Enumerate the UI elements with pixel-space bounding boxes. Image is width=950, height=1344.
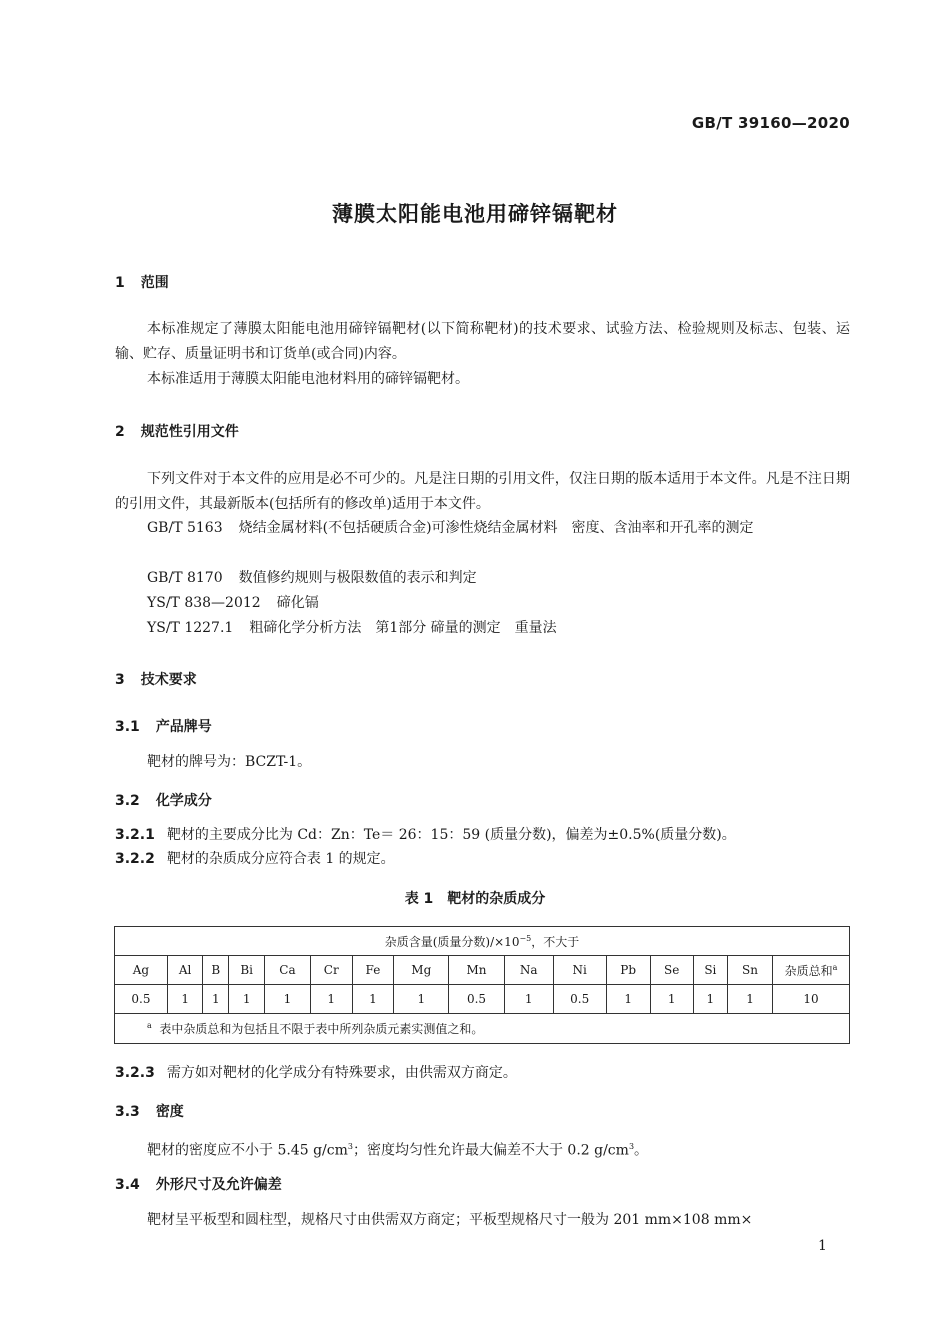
table-cell-total-label: 杂质总和$^a$ <box>773 956 850 985</box>
clause-text: 靶材的主要成分比为 Cd：Zn：Te＝ 26：15：59 (质量分数)，偏差为±0.5%(质量分数)。 <box>166 827 736 843</box>
table-cell: 1 <box>265 985 311 1014</box>
subsection-3-2-heading <box>115 790 212 810</box>
reference-code: YS/T 838—2012 <box>147 595 261 611</box>
section-2-heading <box>115 421 239 441</box>
table-element-row <box>115 956 850 985</box>
table-cell: 1 <box>606 985 650 1014</box>
reference-title: 数值修约规则与极限数值的表示和判定 <box>238 570 477 586</box>
standard-number: GB/T 39160—2020 <box>691 114 850 132</box>
reference-item <box>147 591 319 615</box>
section-1-heading <box>115 272 169 292</box>
subsection-3-4-heading <box>115 1174 282 1194</box>
table-cell: 1 <box>728 985 773 1014</box>
subsection-3-3-heading <box>115 1101 184 1121</box>
section-number: 1 <box>115 275 125 291</box>
clause-number: 3.2.3 <box>115 1065 155 1081</box>
subsection-title: 化学成分 <box>155 793 212 809</box>
subsection-title: 外形尺寸及允许偏差 <box>155 1177 282 1193</box>
subsection-number: 3.4 <box>115 1177 140 1193</box>
table-footnote: $^a$ 表中杂质总和为包括且不限于表中所列杂质元素实测值之和。 <box>115 1014 850 1044</box>
reference-item <box>147 566 477 590</box>
table-footnote-row <box>115 1014 850 1044</box>
subsection-3-1-heading <box>115 716 212 736</box>
section-3-heading <box>115 669 197 689</box>
table-cell: 1 <box>504 985 553 1014</box>
reference-code: YS/T 1227.1 <box>147 620 234 636</box>
table-cell: 1 <box>650 985 693 1014</box>
section-1-paragraph-1: 本标准规定了薄膜太阳能电池用碲锌镉靶材(以下简称靶材)的技术要求、试验方法、检验规则及标志、包装、运输、贮存、质量证明书和订货单(或合同)内容。 <box>115 321 850 362</box>
table-cell: Ca <box>265 956 311 985</box>
reference-code: GB/T 5163 <box>147 520 223 536</box>
clause-text: 靶材的杂质成分应符合表 1 的规定。 <box>166 851 395 867</box>
table-cell: 1 <box>167 985 203 1014</box>
clause-3-2-1 <box>115 823 850 847</box>
table-cell-total-value: 10 <box>773 985 850 1014</box>
table-cell: 0.5 <box>553 985 606 1014</box>
reference-item <box>115 516 850 541</box>
dimension-paragraph: 靶材呈平板型和圆柱型，规格尺寸由供需双方商定；平板型规格尺寸一般为 201 mm×108 mm× <box>147 1212 753 1228</box>
table-caption: 表 1 靶材的杂质成分 <box>404 891 546 907</box>
table-cell: Na <box>504 956 553 985</box>
table-cell: Al <box>167 956 203 985</box>
density-paragraph: 靶材的密度应不小于 5.45 $g/cm^3$；密度均匀性允许最大偏差不大于 0.2 $g/cm^3$。 <box>147 1142 649 1159</box>
clause-number: 3.2.1 <box>115 827 155 843</box>
clause-text: 需方如对靶材的化学成分有特殊要求，由供需双方商定。 <box>166 1065 517 1081</box>
reference-code: GB/T 8170 <box>147 570 223 586</box>
table-cell: 0.5 <box>449 985 504 1014</box>
table-cell: 1 <box>310 985 352 1014</box>
table-cell: 1 <box>693 985 727 1014</box>
subsection-number: 3.1 <box>115 719 140 735</box>
table-cell: 1 <box>203 985 229 1014</box>
table-cell: 0.5 <box>115 985 168 1014</box>
section-title: 范围 <box>140 275 169 291</box>
section-title: 技术要求 <box>140 672 197 688</box>
impurity-table <box>114 926 850 1044</box>
table-cell: Cr <box>310 956 352 985</box>
clause-3-2-3 <box>115 1061 850 1085</box>
table-cell: 1 <box>229 985 265 1014</box>
table-cell: 1 <box>394 985 449 1014</box>
table-cell: Mn <box>449 956 504 985</box>
table-cell: Pb <box>606 956 650 985</box>
table-cell: Sn <box>728 956 773 985</box>
brand-paragraph: 靶材的牌号为：BCZT-1。 <box>147 754 312 770</box>
reference-title: 烧结金属材料(不包括硬质合金)可渗性烧结金属材料 密度、含油率和开孔率的测定 <box>238 520 754 536</box>
document-title: 薄膜太阳能电池用碲锌镉靶材 <box>332 202 618 226</box>
section-1-paragraph-2: 本标准适用于薄膜太阳能电池材料用的碲锌镉靶材。 <box>147 371 469 387</box>
table-cell: 1 <box>352 985 394 1014</box>
table-cell: Bi <box>229 956 265 985</box>
reference-title: 粗碲化学分析方法 第1部分 碲量的测定 重量法 <box>249 620 557 636</box>
subsection-title: 密度 <box>155 1104 184 1120</box>
section-2-paragraph: 下列文件对于本文件的应用是必不可少的。凡是注日期的引用文件，仅注日期的版本适用于本文件。凡是不注日期的引用文件，其最新版本(包括所有的修改单)适用于本文件。 <box>115 471 850 512</box>
section-number: 2 <box>115 424 125 440</box>
section-number: 3 <box>115 672 125 688</box>
page-number: 1 <box>818 1238 827 1254</box>
table-header-row <box>115 927 850 956</box>
table-cell: Fe <box>352 956 394 985</box>
table-cell: Ag <box>115 956 168 985</box>
table-value-row <box>115 985 850 1014</box>
table-cell: B <box>203 956 229 985</box>
section-title: 规范性引用文件 <box>140 424 239 440</box>
table-cell: Mg <box>394 956 449 985</box>
table-group-header: 杂质含量(质量分数)$/\times 10^{-5}$，不大于 <box>115 927 850 956</box>
clause-number: 3.2.2 <box>115 851 155 867</box>
table-cell: Ni <box>553 956 606 985</box>
subsection-number: 3.3 <box>115 1104 140 1120</box>
clause-3-2-2 <box>115 847 850 871</box>
subsection-number: 3.2 <box>115 793 140 809</box>
table-cell: Se <box>650 956 693 985</box>
reference-title: 碲化镉 <box>276 595 319 611</box>
subsection-title: 产品牌号 <box>155 719 212 735</box>
reference-item <box>147 616 557 640</box>
table-cell: Si <box>693 956 727 985</box>
